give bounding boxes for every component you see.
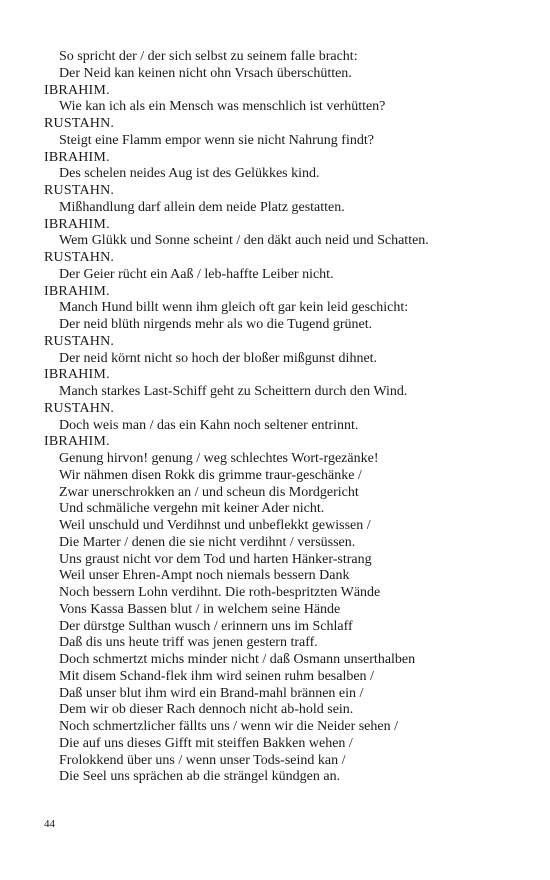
speaker-name: IBRAHIM. [44, 82, 110, 98]
speaker-name: RUSTAHN. [44, 333, 115, 349]
verse-line: Weil unser Ehren-Ampt noch niemals bessern Dank [59, 568, 350, 584]
verse-text-block [44, 49, 524, 786]
verse-line: Genung hirvon! genung / weg schlechtes Wort-rgezänke! [59, 451, 379, 466]
verse-line: Die auf uns dieses Gifft mit steiffen Bakken wehen / [59, 735, 353, 751]
speaker-name: IBRAHIM. [44, 367, 110, 383]
verse-line: Der Geier rücht ein Aaß / leb-haffte Leiber nicht. [59, 266, 334, 282]
speaker-name: IBRAHIM. [44, 216, 110, 232]
speaker-name: RUSTAHN. [44, 250, 115, 265]
speaker-name: IBRAHIM. [44, 434, 110, 450]
verse-line: Die Seel uns sprächen ab die strängel kündgen an. [59, 769, 341, 785]
verse-line: So spricht der / der sich selbst zu seinem falle bracht: [59, 49, 358, 64]
verse-line: Wem Glükk und Sonne scheint / den däkt auch neid und Schatten. [59, 233, 429, 249]
verse-line: Daß unser blut ihm wird ein Brand-mahl brännen ein / [59, 685, 364, 701]
verse-line: Die Marter / denen die sie nicht verdihnt / versüssen. [59, 534, 356, 550]
verse-line: Daß dis uns heute triff was jenen gestern traff. [59, 635, 318, 651]
verse-line: Steigt eine Flamm empor wenn sie nicht Nahrung findt? [59, 132, 374, 148]
page-number: 44 [44, 818, 55, 830]
speaker-name: RUSTAHN. [44, 183, 115, 198]
verse-line: Des schelen neides Aug ist des Gelükkes kind. [59, 166, 320, 182]
verse-line: Doch schmertzt michs minder nicht / daß Osmann unserthalben [59, 652, 416, 667]
verse-line: Der neid körnt nicht so hoch der bloßer mißgunst dihnet. [59, 350, 378, 366]
verse-line: Und schmäliche vergehn mit keiner Ader nicht. [59, 501, 325, 517]
verse-line: Uns graust nicht vor dem Tod und harten Hänker-strang [59, 551, 372, 567]
verse-line: Dem wir ob dieser Rach dennoch nicht ab-hold sein. [59, 702, 354, 718]
verse-line: Der Neid kan keinen nicht ohn Vrsach überschütten. [59, 65, 352, 81]
speaker-name: IBRAHIM. [44, 149, 110, 165]
verse-line: Manch Hund billt wenn ihm gleich oft gar kein leid geschicht: [59, 300, 409, 316]
verse-line: Vons Kassa Bassen blut / in welchem seine Hände [59, 601, 341, 617]
speaker-name: RUSTAHN. [44, 400, 115, 416]
verse-line: Der neid blüth nirgends mehr als wo die Tugend grünet. [59, 317, 373, 332]
verse-line: Mit disem Schand-flek ihm wird seinen ruhm besalben / [59, 668, 374, 684]
verse-line: Zwar unerschrokken an / und scheun dis Mordgericht [59, 484, 359, 500]
verse-line: Mißhandlung darf allein dem neide Platz gestatten. [59, 199, 345, 215]
verse-line: Der dürstge Sulthan wusch / erinnern uns im Schlaff [59, 618, 353, 634]
verse-line: Wir nähmen disen Rokk dis grimme traur-geschänke / [59, 467, 362, 483]
verse-line: Wie kan ich als ein Mensch was menschlich ist verhütten? [59, 99, 386, 115]
verse-line: Manch starkes Last-Schiff geht zu Scheittern durch den Wind. [59, 384, 408, 399]
verse-line: Noch schmertzlicher fällts uns / wenn wir die Neider sehen / [59, 719, 399, 734]
speaker-name: RUSTAHN. [44, 116, 115, 131]
verse-line: Doch weis man / das ein Kahn noch seltener entrinnt. [59, 417, 359, 433]
verse-line: Noch bessern Lohn verdihnt. Die roth-bespritzten Wände [59, 585, 381, 600]
verse-line: Weil unschuld und Verdihnst und unbeflekkt gewissen / [59, 518, 371, 533]
verse-line: Frolokkend über uns / wenn unser Tods-seind kan / [59, 752, 346, 768]
speaker-name: IBRAHIM. [44, 283, 110, 299]
